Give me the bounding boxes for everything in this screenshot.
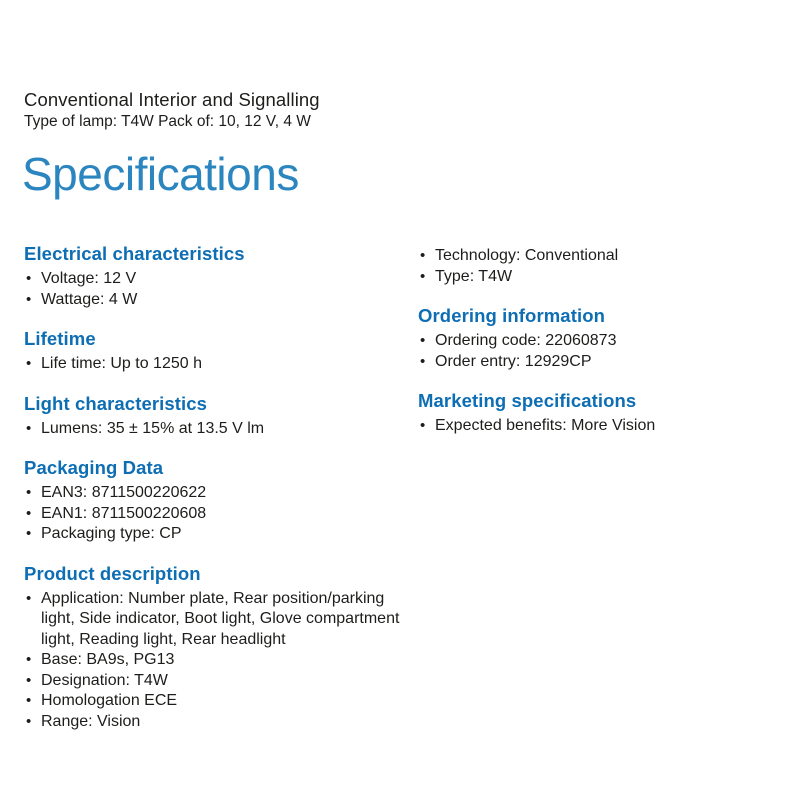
section-marketing-specifications	[418, 390, 776, 437]
spec-bullet	[24, 354, 418, 375]
right-column	[418, 243, 776, 750]
spec-text: Technology: Conventional	[435, 247, 619, 264]
spec-text: Life time: Up to 1250 h	[41, 355, 202, 372]
spec-list	[24, 419, 418, 440]
bullet-icon: •	[26, 504, 32, 522]
spec-list	[24, 354, 418, 375]
spec-bullet	[24, 589, 418, 651]
spec-bullet	[24, 524, 418, 545]
bullet-icon: •	[26, 484, 32, 501]
spec-text: Order entry: 12929CP	[435, 352, 592, 370]
spec-list	[418, 416, 776, 437]
spec-bullet	[24, 504, 418, 525]
spec-list	[24, 589, 418, 733]
bullet-icon: •	[420, 352, 426, 370]
bullet-icon: •	[420, 332, 426, 349]
spec-text: EAN3: 8711500220622	[41, 484, 207, 501]
section-packaging-data	[24, 457, 418, 545]
section-heading: Product description	[24, 562, 201, 584]
product-family-title: Conventional Interior and Signalling	[24, 89, 320, 110]
section-heading: Packaging Data	[24, 457, 164, 478]
header-block	[24, 88, 320, 132]
spec-text: Base: BA9s, PG13	[41, 651, 175, 668]
section-light-characteristics	[24, 393, 418, 440]
spec-text: Homologation ECE	[41, 692, 178, 709]
bullet-icon: •	[26, 671, 32, 689]
spec-text: EAN1: 8711500220608	[41, 504, 207, 522]
spec-text: Wattage: 4 W	[41, 290, 138, 308]
spec-text: Expected benefits: More Vision	[435, 417, 656, 434]
bullet-icon: •	[420, 267, 426, 285]
spec-text: Voltage: 12 V	[41, 270, 137, 287]
lamp-type-subtitle: Type of lamp: T4W Pack of: 10, 12 V, 4 W	[24, 113, 311, 130]
section-heading: Ordering information	[418, 305, 605, 326]
spec-bullet	[24, 650, 418, 671]
bullet-icon: •	[26, 270, 32, 287]
spec-bullet	[418, 246, 776, 267]
spec-text: Application: Number plate, Rear position/parking light, Side indicator, Boot light, Glove compartment light, Reading light, Rear headlight	[41, 589, 400, 648]
spec-list	[24, 483, 418, 545]
bullet-icon: •	[26, 419, 32, 437]
spec-text: Designation: T4W	[41, 671, 168, 689]
spec-bullet	[24, 712, 418, 733]
spec-bullet	[24, 483, 418, 504]
bullet-icon: •	[420, 417, 426, 434]
section-lifetime	[24, 328, 418, 375]
section-electrical-characteristics	[24, 243, 418, 310]
spec-columns	[24, 243, 776, 750]
spec-bullet	[24, 671, 418, 692]
section-heading: Light characteristics	[24, 392, 208, 414]
spec-text: Type: T4W	[435, 267, 513, 285]
spec-bullet	[24, 269, 418, 290]
spec-bullet	[418, 416, 776, 437]
spec-bullet	[418, 352, 776, 373]
spec-list	[418, 246, 776, 287]
bullet-icon: •	[26, 692, 32, 709]
spec-text: Range: Vision	[41, 712, 141, 730]
section-technology-type	[418, 243, 776, 287]
page-title: Specifications	[22, 148, 299, 200]
left-column	[24, 243, 418, 750]
section-heading: Electrical characteristics	[24, 243, 245, 264]
bullet-icon: •	[26, 355, 32, 372]
spec-bullet	[418, 331, 776, 352]
section-product-description	[24, 563, 418, 733]
bullet-icon: •	[26, 651, 32, 668]
spec-list	[418, 331, 776, 372]
bullet-icon: •	[26, 589, 32, 607]
spec-text: Ordering code: 22060873	[435, 332, 617, 349]
spec-bullet	[24, 419, 418, 440]
spec-bullet	[24, 290, 418, 311]
bullet-icon: •	[420, 247, 426, 264]
section-heading: Lifetime	[24, 328, 96, 349]
spec-bullet	[418, 267, 776, 288]
spec-list	[24, 269, 418, 310]
spec-text: Packaging type: CP	[41, 525, 182, 542]
bullet-icon: •	[26, 525, 32, 542]
spec-bullet	[24, 691, 418, 712]
bullet-icon: •	[26, 712, 32, 730]
section-ordering-information	[418, 305, 776, 372]
spec-text: Lumens: 35 ± 15% at 13.5 V lm	[41, 419, 265, 437]
section-heading: Marketing specifications	[418, 390, 637, 411]
bullet-icon: •	[26, 290, 32, 308]
